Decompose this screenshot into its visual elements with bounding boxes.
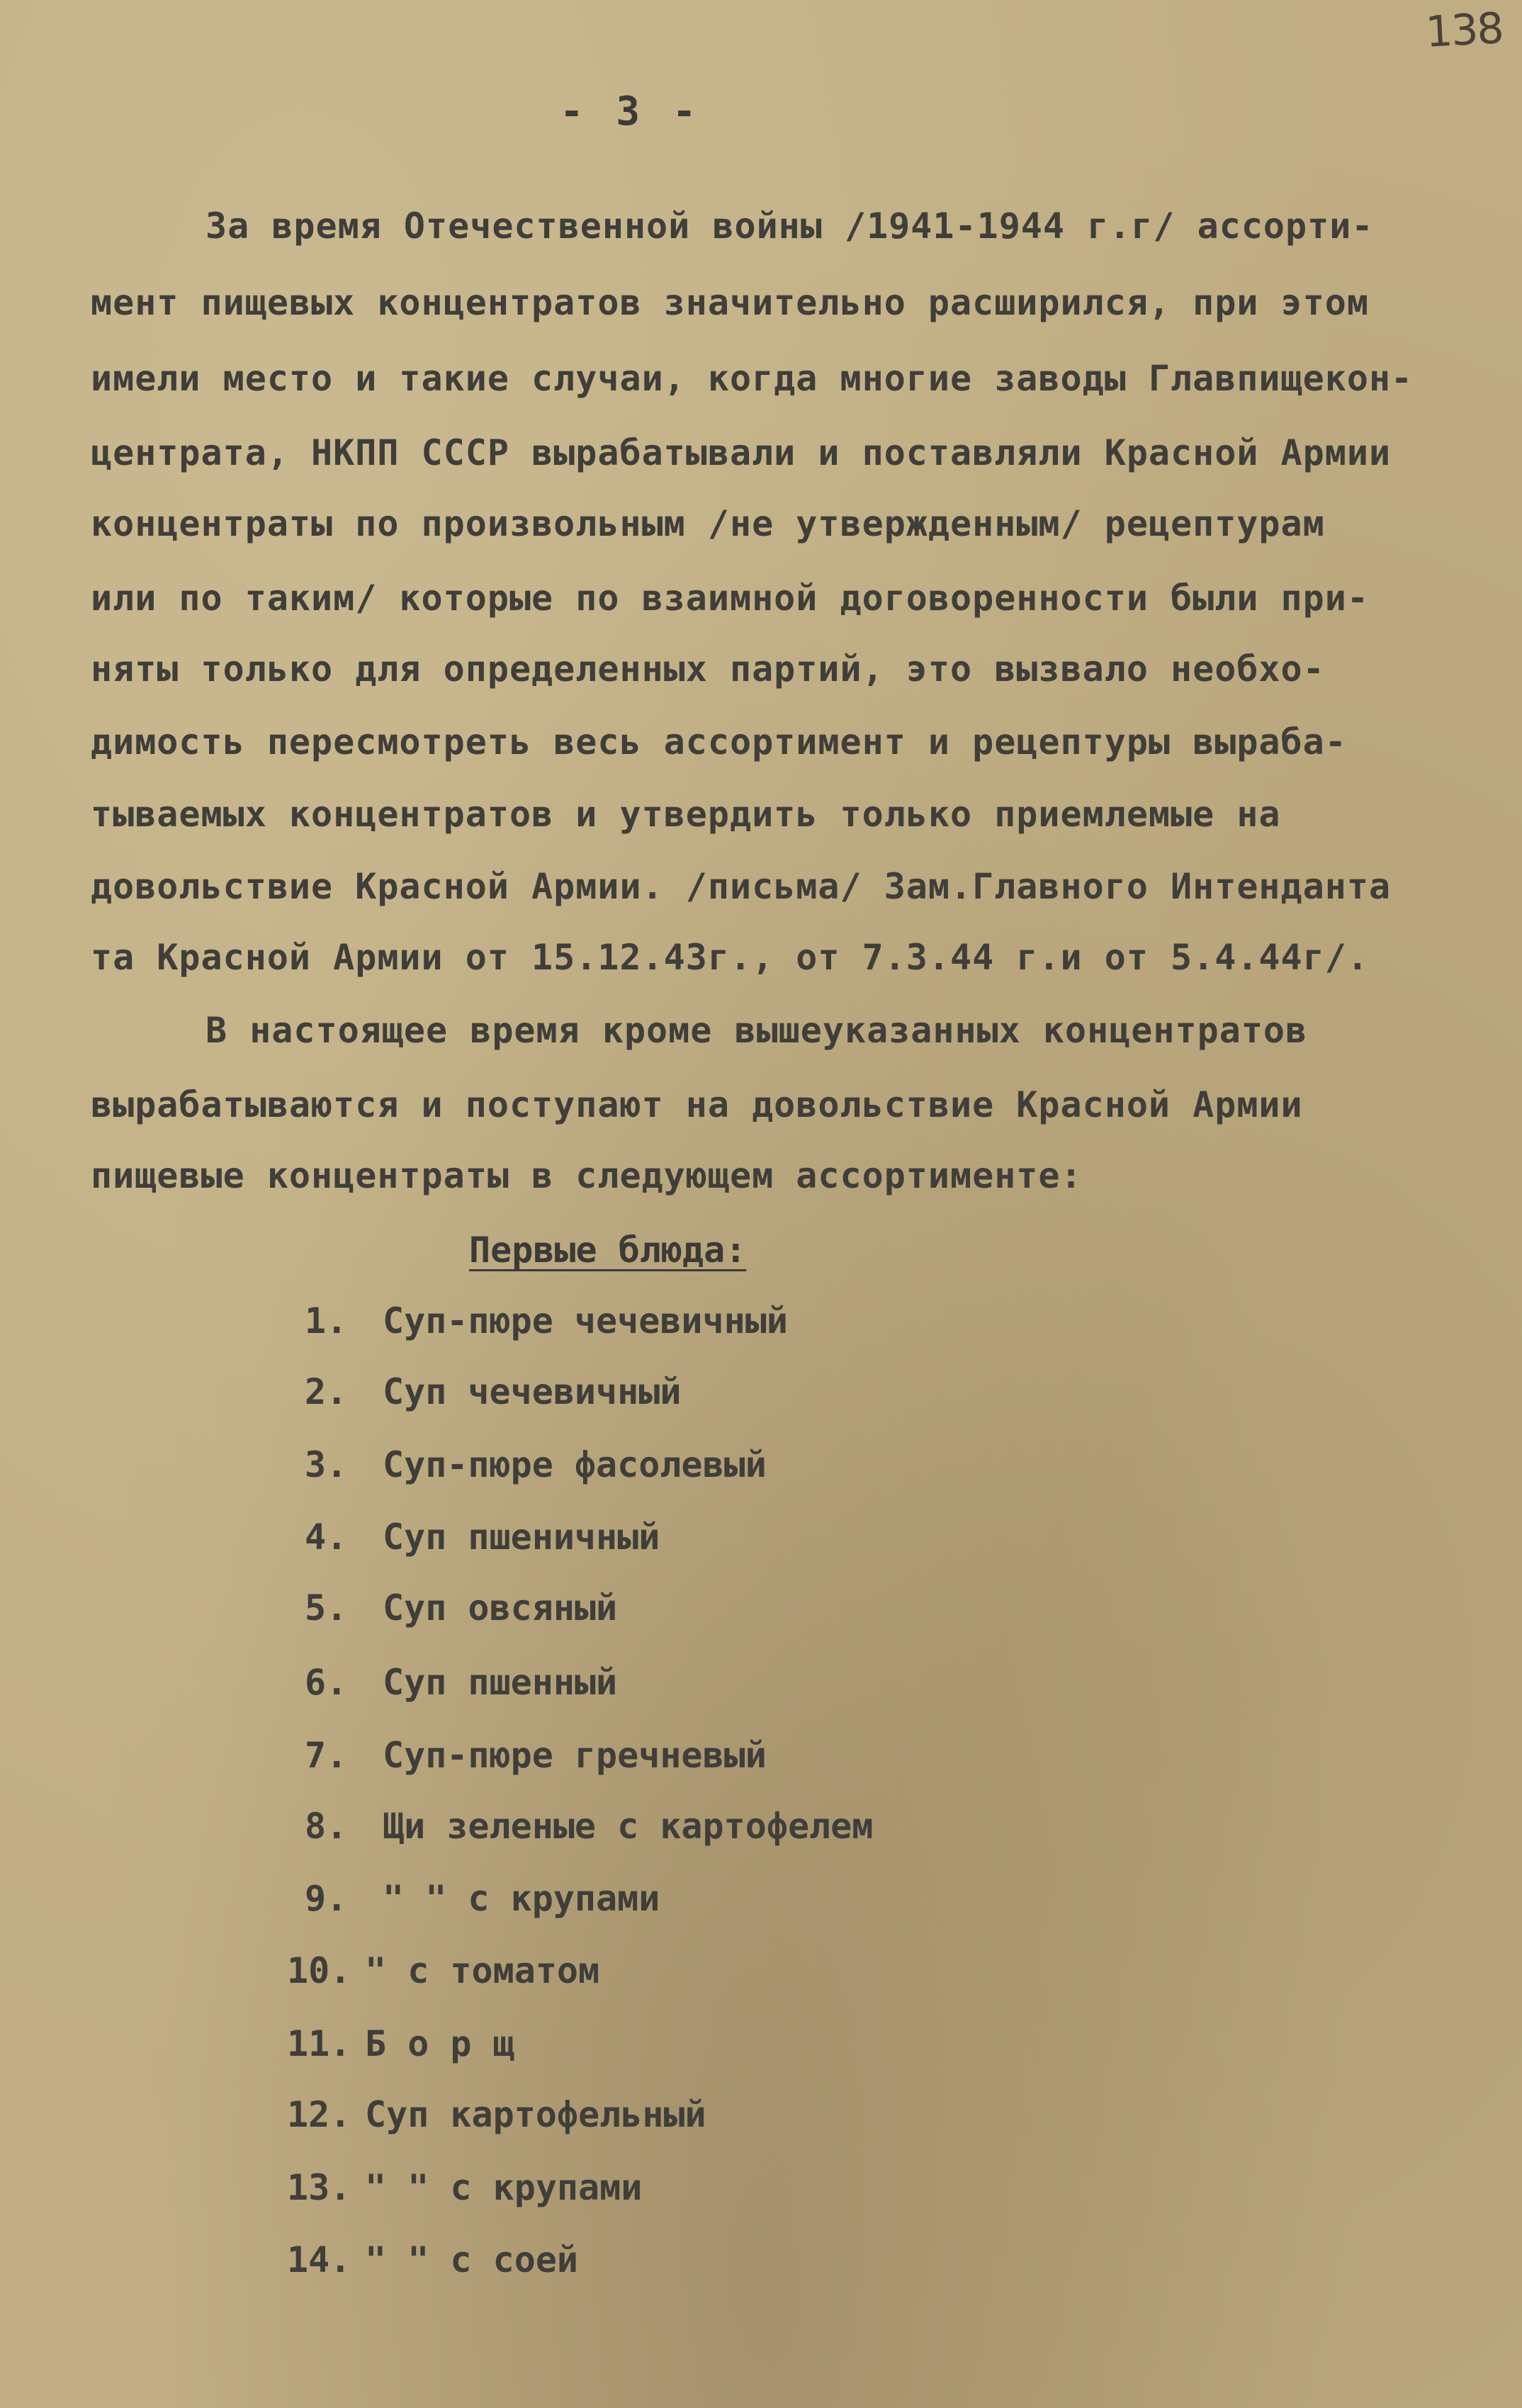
text-line: За время Отечественной войны /1941-1944 г.г/ ассорти- [205,206,1374,247]
text-line: мент пищевых концентратов значительно расширился, при этом [91,282,1369,323]
item-text: Суп овсяный [383,1587,618,1628]
text-line: тываемых концентратов и утвердить только приемлемые на [91,794,1281,835]
text-line: довольствие Красной Армии. /письма/ Зам.Главного Интенданта [91,866,1392,907]
item-number: 2. [305,1371,348,1412]
item-number: 13. [287,2167,351,2208]
text-line: няты только для определенных партий, это вызвало необхо- [91,648,1325,690]
item-number: 8. [305,1806,348,1847]
section-title: Первые блюда: [469,1230,747,1271]
item-text: " " с крупами [383,1878,660,1919]
list-item [287,2094,706,2135]
item-text: Б о р щ [365,2023,514,2064]
item-number: 10. [287,1950,351,1991]
list-item [305,1587,617,1628]
text-line: пищевые концентраты в следующем ассортименте: [91,1155,1083,1196]
item-number: 12. [287,2094,351,2135]
item-text: Суп картофельный [365,2094,706,2135]
list-item [305,1517,660,1558]
list-item [287,2239,578,2280]
item-text: Суп-пюре фасолевый [383,1444,767,1485]
item-number: 6. [305,1662,348,1703]
item-text: " " с крупами [365,2167,643,2208]
list-item [305,1371,681,1412]
item-text: Щи зеленые с картофелем [383,1806,874,1847]
item-text: Суп-пюре гречневый [383,1735,767,1776]
item-number: 9. [305,1878,348,1919]
text-line: центрата, НКПП СССР вырабатывали и поставляли Красной Армии [91,432,1392,473]
item-text: Суп чечевичный [383,1371,682,1412]
text-line: или по таким/ которые по взаимной договоренности были при- [91,578,1369,619]
list-item [305,1662,617,1703]
list-item [305,1735,767,1776]
text-line: димость пересмотреть весь ассортимент и рецептуры выраба- [91,721,1347,763]
list-item [305,1300,788,1341]
item-text: " с томатом [365,1950,600,1991]
item-text: Суп-пюре чечевичный [383,1300,788,1341]
text-line: В настоящее время кроме вышеуказанных концентратов [205,1010,1308,1051]
list-item [287,1950,599,1991]
item-number: 14. [287,2239,351,2280]
item-number: 3. [305,1444,348,1485]
item-number: 11. [287,2023,351,2064]
text-line: имели место и такие случаи, когда многие заводы Главпищекон- [91,358,1414,399]
list-item [287,2167,642,2208]
item-number: 1. [305,1300,348,1341]
item-text: Суп пшеничный [383,1517,660,1558]
list-item [287,2023,514,2064]
list-item [305,1444,767,1485]
archive-page-number: 138 [1424,4,1504,57]
text-line: концентраты по произвольным /не утвержденным/ рецептурам [91,503,1325,544]
list-item [305,1878,660,1919]
item-number: 7. [305,1735,348,1776]
item-text: " " с соей [365,2239,579,2280]
item-text: Суп пшенный [383,1662,618,1703]
list-item [305,1806,873,1847]
page-number: - 3 - [560,89,701,135]
text-line: вырабатываются и поступают на довольствие Красной Армии [91,1084,1303,1125]
text-line: та Красной Армии от 15.12.43г., от 7.3.44 г.и от 5.4.44г/. [91,937,1369,978]
item-number: 4. [305,1517,348,1558]
item-number: 5. [305,1587,348,1628]
